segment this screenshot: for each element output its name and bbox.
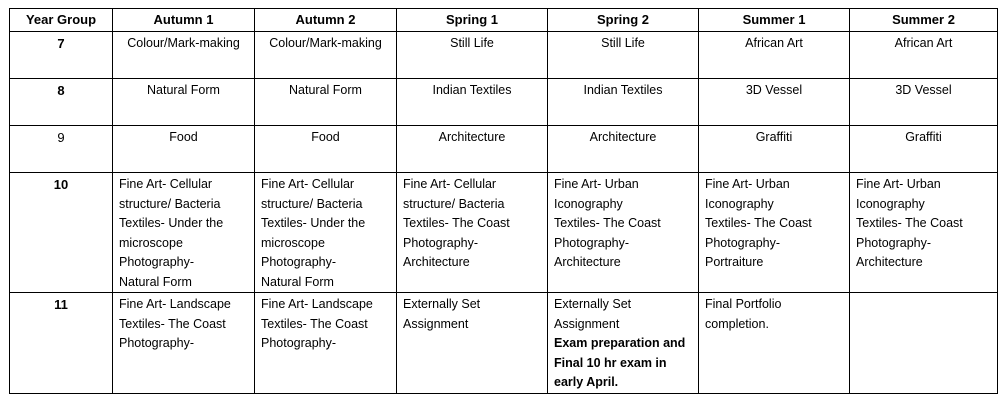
cell-line: Photography- (554, 235, 630, 250)
table-cell (548, 173, 699, 293)
cell-line: Assignment (403, 316, 469, 331)
year-cell: 7 (10, 32, 113, 79)
cell-line: Iconography (856, 196, 925, 211)
table-cell: Food (113, 126, 255, 173)
cell-line: Fine Art- Urban (856, 177, 941, 191)
cell-line: Photography- (705, 235, 781, 250)
cell-line: Photography- (261, 255, 337, 269)
cell-line: Textiles- The Coast (403, 216, 510, 230)
table-cell: 3D Vessel (850, 79, 998, 126)
cell-line: Fine Art- Cellular (119, 177, 213, 191)
cell-line: Textiles- The Coast (261, 316, 368, 331)
year-cell: 10 (10, 173, 113, 293)
table-cell (699, 293, 850, 394)
table-cell (699, 173, 850, 293)
cell-line: Photography- (856, 235, 932, 250)
table-cell (255, 293, 397, 394)
cell-line: Textiles- Under the (119, 216, 224, 230)
cell-line: Natural Form (261, 274, 334, 289)
header-summer-2: Summer 2 (850, 9, 998, 32)
table-row (10, 293, 998, 394)
table-cell (548, 293, 699, 394)
cell-line: Photography- (119, 336, 195, 350)
table-cell (255, 173, 397, 293)
table-cell: Food (255, 126, 397, 173)
table-cell: Colour/Mark-making (113, 32, 255, 79)
table-cell (850, 173, 998, 293)
cell-line: Fine Art- Cellular (261, 177, 355, 191)
empty-cell (850, 293, 998, 394)
table-cell (113, 293, 255, 394)
cell-line: structure/ Bacteria (119, 196, 221, 211)
cell-line: Textiles- The Coast (856, 216, 963, 230)
cell-line: Textiles- The Coast (705, 216, 812, 230)
cell-line: Photography- (403, 235, 479, 250)
table-row (10, 32, 998, 79)
exam-note-line: Final 10 hr exam in (554, 355, 667, 370)
cell-line: Architecture (856, 255, 923, 269)
cell-line: Externally Set (554, 297, 632, 311)
table-cell: Still Life (548, 32, 699, 79)
cell-line: Fine Art- Urban (554, 177, 639, 191)
table-row (10, 79, 998, 126)
table-cell: Natural Form (255, 79, 397, 126)
cell-line: Natural Form (119, 274, 192, 289)
cell-line: Fine Art- Urban (705, 177, 790, 191)
table-cell: Architecture (397, 126, 548, 173)
cell-line: Textiles- The Coast (119, 316, 226, 331)
exam-note-line: Exam preparation and (554, 336, 686, 350)
cell-line: Textiles- The Coast (554, 216, 661, 230)
table-cell: Indian Textiles (397, 79, 548, 126)
table-cell: Graffiti (850, 126, 998, 173)
cell-line: Fine Art- Landscape (261, 297, 373, 311)
header-summer-1: Summer 1 (699, 9, 850, 32)
table-cell: Indian Textiles (548, 79, 699, 126)
cell-line: microscope (261, 235, 325, 250)
table-row (10, 126, 998, 173)
cell-line: Architecture (554, 255, 621, 269)
cell-line: Architecture (403, 255, 470, 269)
cell-line: structure/ Bacteria (261, 196, 363, 211)
header-spring-1: Spring 1 (397, 9, 548, 32)
header-year-group: Year Group (10, 9, 113, 32)
cell-line: Fine Art- Cellular (403, 177, 497, 191)
table-cell (397, 173, 548, 293)
cell-line: Textiles- Under the (261, 216, 366, 230)
table-cell: Graffiti (699, 126, 850, 173)
cell-line: structure/ Bacteria (403, 196, 505, 211)
table-cell: Colour/Mark-making (255, 32, 397, 79)
cell-line: Photography- (119, 255, 195, 269)
table-cell (397, 293, 548, 394)
table-cell: African Art (699, 32, 850, 79)
header-spring-2: Spring 2 (548, 9, 699, 32)
year-cell: 8 (10, 79, 113, 126)
table-cell: African Art (850, 32, 998, 79)
cell-line: Iconography (554, 196, 623, 211)
header-row (10, 9, 998, 32)
header-autumn-2: Autumn 2 (255, 9, 397, 32)
curriculum-table (9, 8, 998, 394)
cell-line: Assignment (554, 316, 620, 331)
exam-note-line: early April. (554, 375, 619, 389)
table-row (10, 173, 998, 293)
cell-line: completion. (705, 316, 769, 331)
cell-line: microscope (119, 235, 183, 250)
table-cell: Natural Form (113, 79, 255, 126)
table-cell: Still Life (397, 32, 548, 79)
table-cell (113, 173, 255, 293)
cell-line: Iconography (705, 196, 774, 211)
year-cell: 9 (10, 126, 113, 173)
cell-line: Photography- (261, 336, 337, 350)
year-cell: 11 (10, 293, 113, 394)
cell-line: Final Portfolio (705, 297, 782, 311)
header-autumn-1: Autumn 1 (113, 9, 255, 32)
cell-line: Portraiture (705, 255, 764, 269)
table-cell: 3D Vessel (699, 79, 850, 126)
cell-line: Externally Set (403, 297, 481, 311)
table-cell: Architecture (548, 126, 699, 173)
cell-line: Fine Art- Landscape (119, 297, 231, 311)
